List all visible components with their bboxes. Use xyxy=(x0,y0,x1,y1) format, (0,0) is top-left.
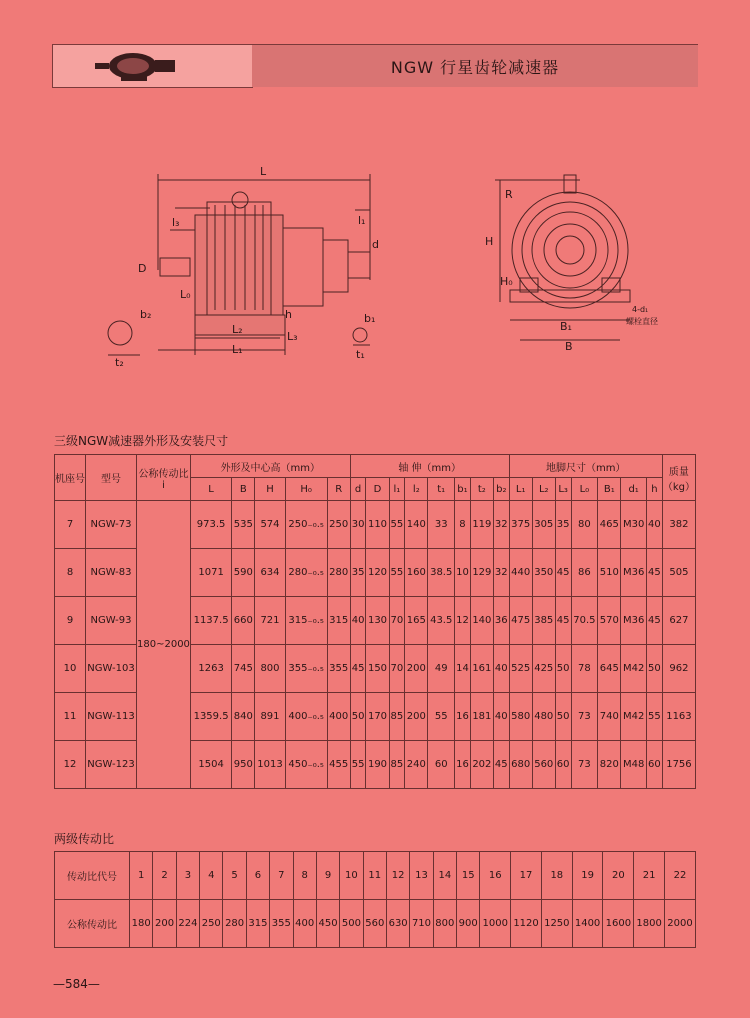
ratio-code-cell: 6 xyxy=(246,852,269,900)
dim-L: L xyxy=(260,165,267,178)
dim-B: B xyxy=(565,340,573,353)
cell-b: 660 xyxy=(232,597,255,645)
dim-b2: b₂ xyxy=(140,308,152,321)
cell-l2: 480 xyxy=(532,693,555,741)
cell-h0: 355₋₀.₅ xyxy=(285,645,327,693)
cell-l0: 86 xyxy=(571,549,598,597)
ratio-code-cell: 22 xyxy=(664,852,695,900)
cell-l3: 45 xyxy=(555,549,571,597)
reducer-drawing xyxy=(0,150,750,380)
cell-l2: 385 xyxy=(532,597,555,645)
ratio-value-cell: 560 xyxy=(363,900,386,948)
dim-b1: b₁ xyxy=(364,312,376,325)
cell-l1: 55 xyxy=(389,549,405,597)
ratio-code-cell: 14 xyxy=(433,852,456,900)
cell-b1: 510 xyxy=(598,549,621,597)
sub-header: l₁ xyxy=(389,478,405,501)
ratio-code-cell: 8 xyxy=(293,852,316,900)
ratio-value-cell: 250 xyxy=(200,900,223,948)
sub-header: b₁ xyxy=(455,478,471,501)
ratio-code-cell: 3 xyxy=(176,852,199,900)
dim-h: h xyxy=(285,308,292,321)
cell-l0: 73 xyxy=(571,693,598,741)
cell-l2: 560 xyxy=(532,741,555,789)
cell-l0: 80 xyxy=(571,501,598,549)
cell-t2: 181 xyxy=(470,693,493,741)
ratio-value-cell: 1250 xyxy=(541,900,572,948)
cell-l1: 70 xyxy=(389,597,405,645)
sub-header: B xyxy=(232,478,255,501)
cell-l2: 160 xyxy=(405,549,428,597)
ratio-code-cell: 13 xyxy=(410,852,433,900)
cell-l1: 375 xyxy=(509,501,532,549)
cell-t2: 161 xyxy=(470,645,493,693)
dim-L1: L₁ xyxy=(232,343,243,356)
ratio-value-cell: 280 xyxy=(223,900,246,948)
cell-d: 40 xyxy=(350,597,366,645)
cell-l1: 525 xyxy=(509,645,532,693)
ratio-value-cell: 2000 xyxy=(664,900,695,948)
header-mass: 质量（kg） xyxy=(662,455,695,501)
ratio-code-cell: 19 xyxy=(572,852,603,900)
cell-r: 315 xyxy=(327,597,350,645)
page-title: NGW 行星齿轮减速器 xyxy=(390,58,560,77)
sub-header: L₃ xyxy=(555,478,571,501)
cell-b2: 40 xyxy=(493,645,509,693)
ratio-value-cell: 224 xyxy=(176,900,199,948)
ratio-values-row xyxy=(55,900,696,948)
cell-l2: 165 xyxy=(405,597,428,645)
cell-d: 55 xyxy=(350,741,366,789)
cell-l2: 350 xyxy=(532,549,555,597)
ratio-value-cell: 355 xyxy=(270,900,293,948)
ratio-code-cell: 5 xyxy=(223,852,246,900)
dim-B1: B₁ xyxy=(560,320,572,333)
ratio-value-cell: 1800 xyxy=(634,900,665,948)
cell-l3: 50 xyxy=(555,645,571,693)
dim-d: d xyxy=(372,238,379,251)
cell-t1: 38.5 xyxy=(428,549,455,597)
cell-model: NGW-103 xyxy=(86,645,137,693)
ratio-code-cell: 17 xyxy=(511,852,542,900)
cell-b: 840 xyxy=(232,693,255,741)
header-ratio: 公称传动比 i xyxy=(137,455,191,501)
cell-l: 1137.5 xyxy=(190,597,231,645)
ratio-value-cell: 710 xyxy=(410,900,433,948)
cell-b1: 8 xyxy=(455,501,471,549)
cell-b: 745 xyxy=(232,645,255,693)
cell-b1: 16 xyxy=(455,741,471,789)
ratio-code-cell: 9 xyxy=(316,852,339,900)
cell-h0: 400₋₀.₅ xyxy=(285,693,327,741)
dim-bolt-count: 4-d₁ xyxy=(632,305,649,314)
cell-l3: 50 xyxy=(555,693,571,741)
cell-t2: 119 xyxy=(470,501,493,549)
cell-mass: 382 xyxy=(662,501,695,549)
cell-b1: 12 xyxy=(455,597,471,645)
cell-d: 130 xyxy=(366,597,389,645)
cell-d1: M48 xyxy=(621,741,647,789)
cell-h: 634 xyxy=(255,549,285,597)
cell-d: 30 xyxy=(350,501,366,549)
ratio-code-cell: 10 xyxy=(340,852,363,900)
sub-header: H xyxy=(255,478,285,501)
table-row xyxy=(55,501,696,549)
cell-d: 170 xyxy=(366,693,389,741)
ratio-value-cell: 500 xyxy=(340,900,363,948)
cell-l1: 70 xyxy=(389,645,405,693)
cell-t2: 202 xyxy=(470,741,493,789)
cell-l1: 440 xyxy=(509,549,532,597)
sub-header: L₁ xyxy=(509,478,532,501)
dim-t2: t₂ xyxy=(115,356,124,369)
cell-h0: 315₋₀.₅ xyxy=(285,597,327,645)
cell-d: 150 xyxy=(366,645,389,693)
ratio-code-cell: 11 xyxy=(363,852,386,900)
cell-t2: 129 xyxy=(470,549,493,597)
cell-model: NGW-123 xyxy=(86,741,137,789)
cell-l3: 35 xyxy=(555,501,571,549)
sub-header: L xyxy=(190,478,231,501)
cell-l2: 425 xyxy=(532,645,555,693)
cell-seat: 11 xyxy=(55,693,86,741)
cell-b2: 40 xyxy=(493,693,509,741)
cell-b1: 645 xyxy=(598,645,621,693)
cell-h: 60 xyxy=(646,741,662,789)
sub-header: L₀ xyxy=(571,478,598,501)
cell-d1: M36 xyxy=(621,549,647,597)
cell-t1: 49 xyxy=(428,645,455,693)
ratio-value-cell: 630 xyxy=(386,900,409,948)
ratio-codes-row xyxy=(55,852,696,900)
cell-t1: 60 xyxy=(428,741,455,789)
cell-h: 800 xyxy=(255,645,285,693)
cell-h: 574 xyxy=(255,501,285,549)
sub-header: D xyxy=(366,478,389,501)
dim-L2: L₂ xyxy=(232,323,243,336)
cell-l: 1504 xyxy=(190,741,231,789)
ratio-value-cell: 800 xyxy=(433,900,456,948)
cell-r: 400 xyxy=(327,693,350,741)
cell-b1: 465 xyxy=(598,501,621,549)
cell-b1: 740 xyxy=(598,693,621,741)
header-seat: 机座号 xyxy=(55,455,86,501)
cell-model: NGW-93 xyxy=(86,597,137,645)
header-model: 型号 xyxy=(86,455,137,501)
dim-t1: t₁ xyxy=(356,348,365,361)
cell-b1: 820 xyxy=(598,741,621,789)
cell-t1: 33 xyxy=(428,501,455,549)
ratio-value-cell: 200 xyxy=(153,900,176,948)
cell-b1: 10 xyxy=(455,549,471,597)
cell-l1: 475 xyxy=(509,597,532,645)
cell-l1: 580 xyxy=(509,693,532,741)
cell-h0: 450₋₀.₅ xyxy=(285,741,327,789)
dimensions-table xyxy=(54,454,696,789)
dim-bolt-note: 螺栓直径 xyxy=(626,317,658,326)
cell-h: 721 xyxy=(255,597,285,645)
row-label-ratios: 公称传动比 xyxy=(55,900,130,948)
sub-header: L₂ xyxy=(532,478,555,501)
cell-t1: 43.5 xyxy=(428,597,455,645)
cell-h: 891 xyxy=(255,693,285,741)
cell-l2: 200 xyxy=(405,645,428,693)
ratio-code-cell: 16 xyxy=(480,852,511,900)
reducer-logo-icon xyxy=(93,51,183,81)
ratio-code-cell: 20 xyxy=(603,852,634,900)
cell-d1: M42 xyxy=(621,645,647,693)
logo-box xyxy=(52,44,253,88)
ratio-value-cell: 1600 xyxy=(603,900,634,948)
cell-h: 40 xyxy=(646,501,662,549)
ratio-value-cell: 315 xyxy=(246,900,269,948)
cell-h: 55 xyxy=(646,693,662,741)
cell-mass: 505 xyxy=(662,549,695,597)
cell-h: 1013 xyxy=(255,741,285,789)
cell-t1: 55 xyxy=(428,693,455,741)
cell-mass: 1163 xyxy=(662,693,695,741)
cell-l1: 85 xyxy=(389,741,405,789)
cell-h0: 250₋₀.₅ xyxy=(285,501,327,549)
cell-mass: 627 xyxy=(662,597,695,645)
dim-L0: L₀ xyxy=(180,288,191,301)
table1-body xyxy=(55,501,696,789)
ratio-value-cell: 450 xyxy=(316,900,339,948)
cell-b2: 36 xyxy=(493,597,509,645)
ratio-code-cell: 12 xyxy=(386,852,409,900)
sub-header: B₁ xyxy=(598,478,621,501)
cell-d1: M42 xyxy=(621,693,647,741)
dim-l3: l₃ xyxy=(172,216,180,229)
cell-l0: 78 xyxy=(571,645,598,693)
cell-b1: 14 xyxy=(455,645,471,693)
row-label-codes: 传动比代号 xyxy=(55,852,130,900)
cell-d1: M36 xyxy=(621,597,647,645)
cell-seat: 10 xyxy=(55,645,86,693)
cell-seat: 9 xyxy=(55,597,86,645)
sub-header: b₂ xyxy=(493,478,509,501)
cell-l3: 45 xyxy=(555,597,571,645)
cell-l1: 85 xyxy=(389,693,405,741)
cell-h: 50 xyxy=(646,645,662,693)
cell-d1: M30 xyxy=(621,501,647,549)
cell-r: 250 xyxy=(327,501,350,549)
cell-l: 973.5 xyxy=(190,501,231,549)
page-header xyxy=(52,44,698,86)
cell-l: 1263 xyxy=(190,645,231,693)
ratio-code-cell: 1 xyxy=(130,852,153,900)
header-outline: 外形及中心高（mm） xyxy=(190,455,350,478)
ratio-value-cell: 1400 xyxy=(572,900,603,948)
cell-h0: 280₋₀.₅ xyxy=(285,549,327,597)
cell-mass: 962 xyxy=(662,645,695,693)
cell-seat: 12 xyxy=(55,741,86,789)
cell-d: 45 xyxy=(350,645,366,693)
ratio-code-cell: 18 xyxy=(541,852,572,900)
ratio-value-cell: 400 xyxy=(293,900,316,948)
dim-H: H xyxy=(485,235,494,248)
sub-header: R xyxy=(327,478,350,501)
cell-d: 110 xyxy=(366,501,389,549)
sub-header: t₁ xyxy=(428,478,455,501)
ratio-value-cell: 1000 xyxy=(480,900,511,948)
page-number: —584— xyxy=(53,977,100,991)
cell-b: 590 xyxy=(232,549,255,597)
cell-b1: 16 xyxy=(455,693,471,741)
header-foot: 地脚尺寸（mm） xyxy=(509,455,662,478)
cell-l2: 140 xyxy=(405,501,428,549)
ratio-code-cell: 2 xyxy=(153,852,176,900)
cell-d: 50 xyxy=(350,693,366,741)
dim-L3: L₃ xyxy=(287,330,298,343)
cell-b: 535 xyxy=(232,501,255,549)
cell-l1: 55 xyxy=(389,501,405,549)
sub-header: d xyxy=(350,478,366,501)
dim-l1: l₁ xyxy=(358,214,366,227)
cell-mass: 1756 xyxy=(662,741,695,789)
cell-b2: 45 xyxy=(493,741,509,789)
table2-title: 两级传动比 xyxy=(54,832,115,846)
cell-h: 45 xyxy=(646,597,662,645)
cell-b2: 32 xyxy=(493,549,509,597)
cell-l: 1071 xyxy=(190,549,231,597)
ratio-code-cell: 15 xyxy=(457,852,480,900)
cell-r: 455 xyxy=(327,741,350,789)
ratio-code-cell: 7 xyxy=(270,852,293,900)
cell-l1: 680 xyxy=(509,741,532,789)
cell-l2: 305 xyxy=(532,501,555,549)
table1-title: 三级NGW减速器外形及安装尺寸 xyxy=(54,434,229,448)
cell-model: NGW-83 xyxy=(86,549,137,597)
cell-h: 45 xyxy=(646,549,662,597)
ratio-value-cell: 1120 xyxy=(511,900,542,948)
sub-header: d₁ xyxy=(621,478,647,501)
cell-d: 120 xyxy=(366,549,389,597)
cell-model: NGW-73 xyxy=(86,501,137,549)
ratio-code-cell: 4 xyxy=(200,852,223,900)
sub-header: h xyxy=(646,478,662,501)
cell-l3: 60 xyxy=(555,741,571,789)
cell-b1: 570 xyxy=(598,597,621,645)
ratio-value-cell: 180 xyxy=(130,900,153,948)
ratio-code-cell: 21 xyxy=(634,852,665,900)
cell-ratio: 180~2000 xyxy=(137,501,191,789)
dim-R: R xyxy=(505,188,513,201)
sub-header: t₂ xyxy=(470,478,493,501)
cell-t2: 140 xyxy=(470,597,493,645)
cell-l2: 240 xyxy=(405,741,428,789)
cell-model: NGW-113 xyxy=(86,693,137,741)
header-shaft: 轴 伸（mm） xyxy=(350,455,509,478)
dim-D: D xyxy=(138,262,147,275)
dim-H0: H₀ xyxy=(500,275,513,288)
ratio-value-cell: 900 xyxy=(457,900,480,948)
cell-l2: 200 xyxy=(405,693,428,741)
cell-r: 355 xyxy=(327,645,350,693)
cell-l0: 70.5 xyxy=(571,597,598,645)
cell-b: 950 xyxy=(232,741,255,789)
sub-header: l₂ xyxy=(405,478,428,501)
cell-l: 1359.5 xyxy=(190,693,231,741)
cell-l0: 73 xyxy=(571,741,598,789)
cell-seat: 8 xyxy=(55,549,86,597)
sub-header: H₀ xyxy=(285,478,327,501)
cell-b2: 32 xyxy=(493,501,509,549)
cell-d: 35 xyxy=(350,549,366,597)
cell-r: 280 xyxy=(327,549,350,597)
cell-seat: 7 xyxy=(55,501,86,549)
ratio-table xyxy=(54,851,696,948)
cell-d: 190 xyxy=(366,741,389,789)
title-bar xyxy=(252,44,698,87)
